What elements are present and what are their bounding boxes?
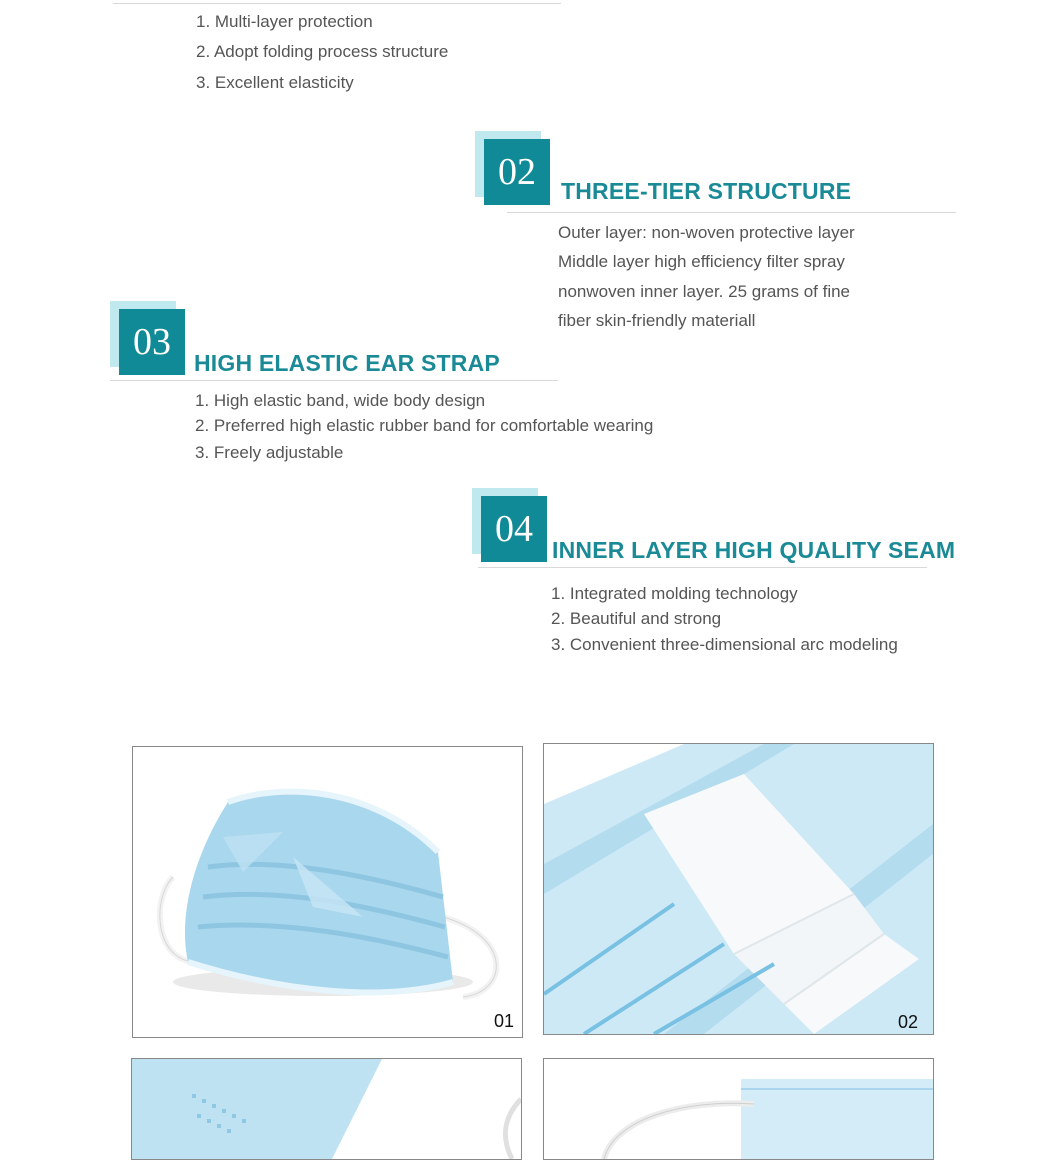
section-2-line-1: Outer layer: non-woven protective layer <box>558 223 855 242</box>
section-2-line-3: nonwoven inner layer. 25 grams of fine <box>558 282 851 301</box>
section-4-item-2: 2. Beautiful and strong <box>551 609 722 628</box>
section-1-item-1: 1. Multi-layer protection <box>196 12 373 31</box>
divider-section-3 <box>110 380 558 381</box>
badge-02: 02 <box>484 139 550 205</box>
section-4-item-1: 1. Integrated molding technology <box>551 584 798 603</box>
photo-2-label: 02 <box>898 1012 919 1032</box>
section-2-line-2: Middle layer high efficiency filter spray <box>558 252 845 271</box>
section-3-item-1: 1. High elastic band, wide body design <box>195 391 486 410</box>
divider-section-1 <box>113 3 561 4</box>
section-2-line-4: fiber skin-friendly materiall <box>558 311 756 330</box>
badge-03: 03 <box>119 309 185 375</box>
photo-mask-layers <box>543 743 934 1035</box>
divider-section-4 <box>478 567 927 568</box>
section-3-heading: HIGH ELASTIC EAR STRAP <box>194 350 500 376</box>
photo-1-label: 01 <box>494 1011 515 1031</box>
section-1-item-3: 3. Excellent elasticity <box>196 73 354 92</box>
divider-section-2 <box>507 212 956 213</box>
section-4-heading: INNER LAYER HIGH QUALITY SEAM <box>552 537 956 563</box>
badge-04: 04 <box>481 496 547 562</box>
section-4-item-3: 3. Convenient three-dimensional arc modeling <box>551 635 898 654</box>
section-1-item-2: 2. Adopt folding process structure <box>196 42 449 61</box>
section-3-item-3: 3. Freely adjustable <box>195 443 344 462</box>
section-2-heading: THREE-TIER STRUCTURE <box>561 178 852 204</box>
section-3-item-2: 2. Preferred high elastic rubber band for comfortable wearing <box>195 416 654 435</box>
photo-mask-front <box>132 746 523 1038</box>
